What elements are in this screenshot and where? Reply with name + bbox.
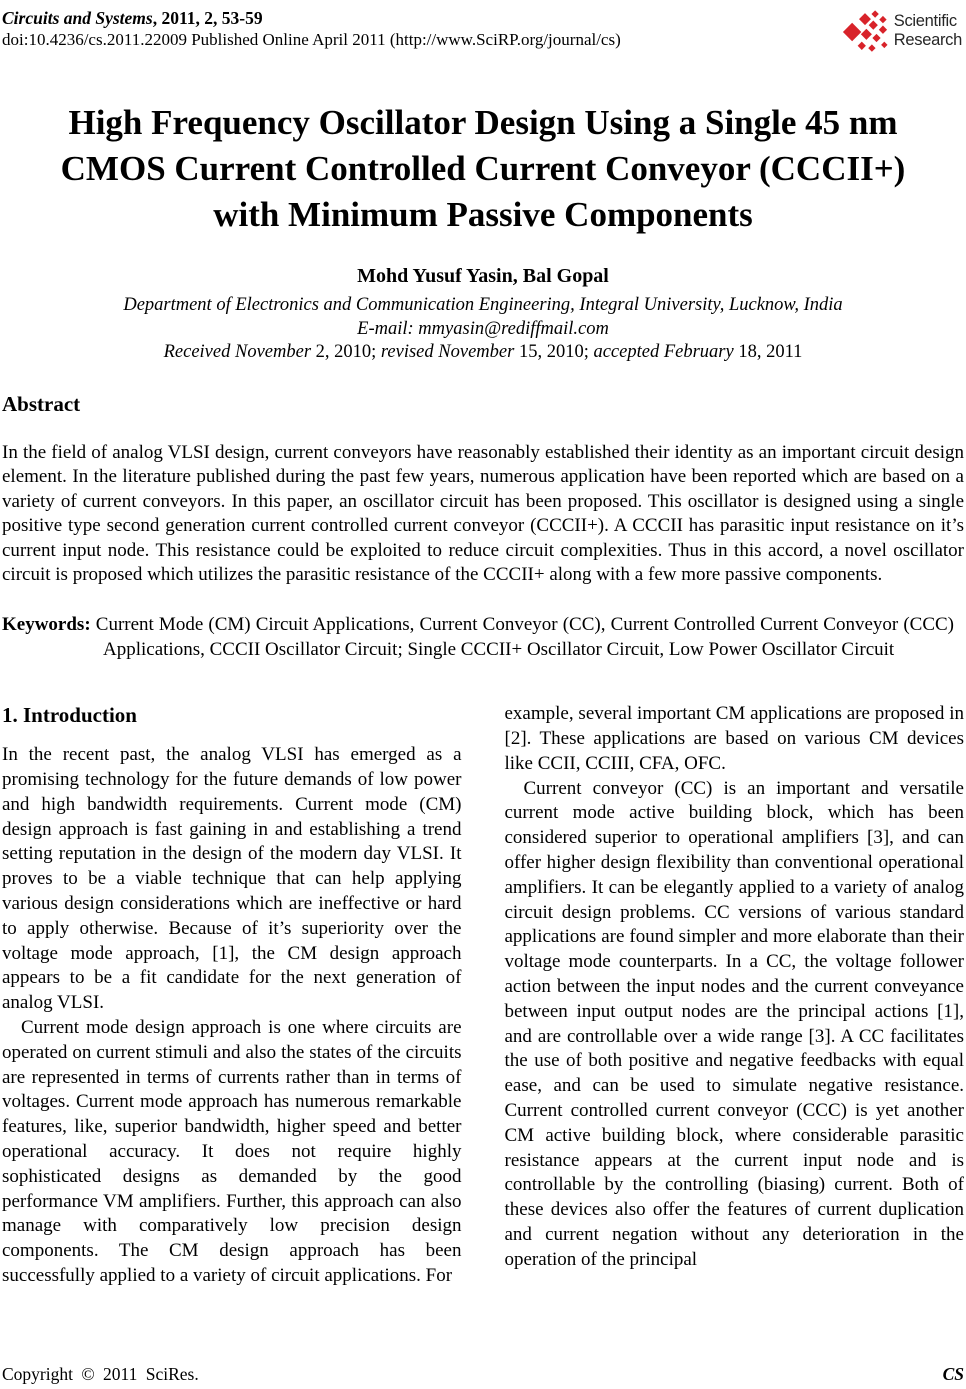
left-column [2, 702, 462, 1289]
intro-paragraph-2: Current mode design approach is one where circuits are operated on current stimuli and also the states of the circuits are represented in terms of currents rather than in terms of voltages. Current mode approach has numerous remarkable features, like, superior bandwidth, higher speed and better operational accuracy. It does not require highly sophisticated designs as demanded by the good performance VM amplifiers. Further, this approach can also manage with comparatively low precision design components. The CM design approach has been successfully applied to a variety of circuit applications. For [2, 1017, 462, 1286]
intro-paragraph-1: In the recent past, the analog VLSI has emerged as a promising technology for the future demands of low power and high bandwidth requirements. Current mode (CM) design approach is fast gaining in and establishing a trend setting reputation in the design of the modern day VLSI. It proves to be a viable technique that can help applying various design considerations which are ineffective or hard to apply otherwise. Because of it’s superiority over the voltage mode approach, [1], the CM design approach appears to be a fit candidate for the next generation of analog VLSI. [2, 744, 462, 1014]
email-line: E-mail: mmyasin@rediffmail.com [357, 318, 609, 339]
copyright-notice: Copyright © 2011 SciRes. [2, 1364, 199, 1384]
page-title [2, 100, 964, 238]
logo-wordmark [894, 12, 962, 49]
received-line [2, 341, 964, 365]
received-label: Received November [163, 342, 316, 362]
doi-line: doi:10.4236/cs.2011.22009 Published Online April 2011 (http://www.SciRP.org/journal/cs) [2, 30, 621, 49]
journal-citation-block [2, 8, 621, 50]
revised-date: 15, 2010; [518, 342, 594, 362]
page-footer [2, 1364, 964, 1385]
keywords-label: Keywords: [2, 614, 91, 636]
journal-abbreviation: CS [942, 1364, 964, 1384]
journal-citation-line [2, 8, 621, 29]
journal-header [2, 8, 964, 55]
journal-issue-info: , 2011, 2, 53-59 [152, 8, 263, 28]
journal-name: Circuits and Systems [2, 8, 153, 28]
scientific-research-logo [842, 8, 962, 55]
affiliation: Department of Electronics and Communication Engineering, Integral University, Lucknow, India [123, 295, 843, 315]
logo-text-line2: Research [893, 30, 962, 49]
authors: Mohd Yusuf Yasin, Bal Gopal [357, 265, 609, 287]
right-column [505, 702, 965, 1289]
accepted-label: accepted February [593, 342, 739, 362]
title-line-3: with Minimum Passive Components [213, 195, 753, 234]
introduction-section [2, 702, 964, 1289]
introduction-heading: 1. Introduction [2, 703, 137, 728]
logo-text-line1: Scientific [893, 12, 957, 30]
keywords-text: Current Mode (CM) Circuit Applications, Current Conveyor (CC), Current Controlled Current Conveyor (CCC) Applications, CCCII Oscillator Circuit; Single CCCII+ Oscillator Circuit, Low Power Oscillator Circuit [90, 614, 954, 660]
keywords-block [2, 613, 964, 662]
scirp-diamonds-icon [842, 9, 888, 55]
revised-label: revised November [380, 342, 519, 362]
intro-paragraph-2-continued: example, several important CM applications are proposed in [2]. These applications are based on various CM devices like CCII, CCIII, CFA, OFC. [504, 703, 964, 774]
abstract-heading: Abstract [2, 391, 81, 416]
accepted-date: 18, 2011 [738, 342, 803, 362]
intro-paragraph-3: Current conveyor (CC) is an important and versatile current mode active building block, which has been considered superior to operational amplifiers [3], and can offer higher design flexibility than conventional operational amplifiers. It can be elegantly applied to a variety of analog circuit design problems. CC versions of various standard applications are found simpler and more elaborate than their voltage mode counterparts. In a CC, the voltage follower action between the input nodes and the current conveyance between input output nodes are the principal actions [1], and are controllable over a wide range [3]. A CC facilitates the use of both positive and negative feedbacks with equal ease, and can be used to simulate negative resistance. Current controlled current conveyor (CCC) is yet another CM active building block, where considerable parasitic resistance appears at the current input node and is controllable by the controlling (biasing) current. Both of these devices also offer the features of current duplication and current negation without any deterioration in the operation of the principal [504, 777, 964, 1270]
received-date: 2, 2010; [315, 342, 381, 362]
title-line-2: CMOS Current Controlled Current Conveyor (CCCII+) [60, 149, 906, 188]
abstract-text: In the field of analog VLSI design, current conveyors have reasonably established their identity as an important circuit design element. In the literature published during the past few years, numerous application have been reported which are based on a variety of current conveyors. In this paper, an oscillator circuit has been proposed. This oscillator is designed using a single positive type second generation current controlled current conveyor (CCCII+). A CCCII has parasitic input resistance on it’s current input node. This resistance could be exploited to reduce circuit complexities. Thus in this accord, a novel oscillator circuit is proposed which utilizes the parasitic resistance of the CCCII+ along with a few more passive components. [2, 441, 964, 586]
title-line-1: High Frequency Oscillator Design Using a Single 45 nm [68, 103, 898, 142]
